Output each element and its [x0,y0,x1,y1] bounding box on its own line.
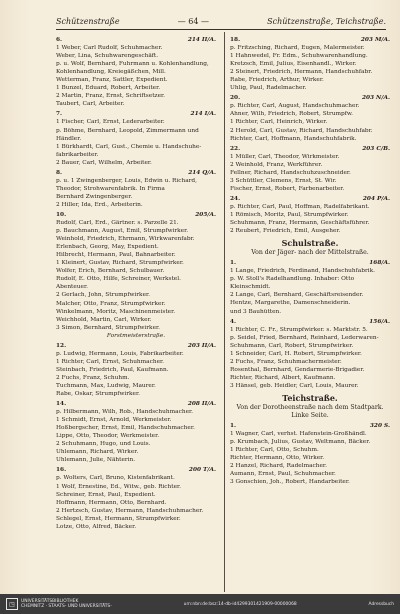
resident-line: und 3 Bauhütten. [230,308,282,315]
house-number-row [230,259,390,267]
street-subtitle: Von der Jäger- nach der Mittelstraße. [251,249,369,257]
resident-line: 2 Schuhmann, Hugo, und Louis. [56,441,151,448]
resident-line: Wetterman, Franz, Sattler, Expedient. [56,77,168,84]
resident-line: 2 Weinhold, Franz, Werkführer. [230,161,323,168]
resident-line: Kleinschmidt. [230,284,271,291]
resident-line: Rosenthal, Bernhard, Gendarmerie-Brigadier. [230,366,365,373]
resident-line: p. Richter, Carl, Paul, Hoffman, Radelfabrikant. [230,203,370,210]
resident-line: 1 Richter, Carl, Ernst, Schuhmacher. [56,358,164,365]
parcel-number: 214 Q/A. [188,169,216,176]
resident-line: 3 Schüttler, Clemens, Ernst, St. Wir. [230,177,337,184]
house-number: 22. [230,145,241,152]
street-subtitle: Linke Seite. [291,412,329,420]
resident-line: 1 Lange, Friedrich, Ferdinand, Handschuhfabrik. [230,268,375,275]
header-right: Schützenstraße, Teichstraße. [267,16,386,26]
resident-line: Schuhmann, Franz, Hermann, Geschäftsführer. [230,220,370,227]
house-number-row [56,110,216,118]
resident-line: 2 Fuchs, Franz, Schuhmachermeister. [230,358,342,365]
parcel-number: 203 N/A. [361,95,390,102]
parcel-number: 203 M/A. [360,37,390,43]
resident-line: Uhlig, Paul, Radelmacher. [230,85,307,92]
header-rule [56,29,386,30]
resident-line: p. Richter, Carl, August, Handschuhmacher. [230,103,360,110]
resident-line: Theodor, Strohwarenfabrik. In Firma [56,185,165,192]
resident-line: Schuhmann, Carl, Robert, Strumpfwirker. [230,342,354,349]
parcel-number: 320 S. [369,423,390,430]
house-number: 7. [56,111,63,118]
resident-line: Fellner, Richard, Handschuhzuschneider. [230,169,351,176]
house-number-row [56,36,216,44]
parcel-number: 156/A. [369,318,390,325]
resident-line: 2 Hanzel, Richard, Radelmacher. [230,463,327,470]
resident-line: 1 Richter, C. Fr., Strumpfwirker. s. Marktstr. 5. [230,326,368,333]
resident-line: p. Bauchmann, August, Emil, Strumpfwirker. [56,228,189,235]
resident-line: 2 Gerlach, John, Strumpfwirker. [56,292,150,299]
page-number: — 64 — [177,16,209,26]
resident-line: Rudolf, E. Otto, Hilfe, Schreiner, Werkstel. [56,276,181,283]
resident-line: 3 Hänsel, geb. Heidler, Carl, Louis, Maurer. [230,382,359,389]
resident-line: 1 Schneider, Carl, H. Robert, Strumpfwirker. [230,350,362,357]
resident-line: Bernhard Zwingenberger. [56,193,133,200]
resident-line: 1 Hahnwedel, Fr. Edm., Schuhwarenhandlung. [230,53,368,60]
resident-line: p. Böhme, Bernhard, Leopold, Zimmermann und [56,127,199,134]
resident-line: Weinhold, Friedrich, Ehrmann, Wirkwarenfabr. [56,236,195,243]
parcel-number: 205/A. [195,211,216,218]
house-number-row [230,318,390,326]
house-number-row [56,466,216,474]
footer-right: Adressbuch [368,601,394,607]
parcel-number: 204 P/A. [362,195,390,202]
resident-line: 1 Wagner, Carl, verhst. Hafenstein-Großhändl. [230,431,367,438]
house-number: 16. [56,467,67,474]
running-header [56,14,386,28]
house-number-row [230,422,390,430]
resident-line: Weichhold, Martin, Carl, Wirker. [56,316,152,323]
house-number-row [56,342,216,350]
resident-line: Lippe, Otto, Theodor, Werkmeister. [56,433,160,440]
resident-line: 1 Weber, Carl Rudolf, Schuhmacher. [56,45,163,52]
resident-line: Lotze, Otto, Alfred, Bäcker. [56,523,137,530]
resident-line: Hilbrecht, Hermann, Paul, Bahnarbeiter. [56,252,176,259]
parcel-number: 203 II/A. [187,342,216,349]
resident-line: 3 Simon, Bernhard, Strumpfwirker. [56,324,160,331]
parcel-number: 168/A. [369,260,390,267]
footer-urn: urn:nbn:de:bsz:14-db-id4299301421909-00000068 [183,601,297,607]
resident-line: Malcher, Otto, Franz, Strumpfwirker. [56,300,166,307]
resident-line: Händler. [56,135,82,142]
resident-line: 1 Müller, Carl, Theodor, Wirkmeister. [230,153,340,160]
resident-line: 3 Gonschien, Joh., Robert, Handarbeiter. [230,479,350,486]
resident-line: 2 Reubert, Friedrich, Emil, Ausgeher. [230,228,341,235]
house-number: 14. [56,401,67,408]
resident-line: Rabe, Oskar, Strumpfwirker. [56,391,140,398]
resident-line: 2 Lange, Carl, Bernhard, Geschäftsreisender. [230,292,364,299]
resident-line: 1 Richter, Carl, Heinrich, Wirker. [230,119,328,126]
parcel-number: 208 II/A. [187,401,216,408]
street-title: Teichstraße. [282,392,338,403]
footer-left-top: UNIVERSITÄTSBIBLIOTHEK [21,599,79,604]
resident-line: Uhlemann, Richard, Wirker. [56,449,139,456]
house-number-row [230,94,390,102]
house-number-row [56,211,216,219]
resident-line: Richter, Hermann, Otto, Wirker. [230,455,325,462]
resident-line: 2 Hertzsch, Gustav, Hermann, Handschuhmacher. [56,507,204,514]
resident-line: Fischer, Ernst, Robert, Farbenarbeiter. [230,185,345,192]
library-footer [0,594,400,614]
resident-line: Hentze, Margarethe, Damenschneiderin. [230,300,351,307]
resident-line: Hoßbergscher, Ernst, Emil, Handschuhmacher. [56,425,195,432]
house-number-row [230,195,390,203]
resident-line: Winkelmann, Moritz, Maschinenmeister. [56,308,176,315]
resident-line: p. u. 1 Zwingenberger, Louis, Edwin u. Richard, [56,177,197,184]
resident-line: 1 Wolf, Ernestine, Ed., Witw., geb. Richter. [56,483,182,490]
house-number: 1. [230,260,237,267]
resident-line: p. Krumbach, Julius, Gustav, Weltmann, Bäcker. [230,439,371,446]
resident-line: Uhlemann, Julie, Nähterin. [56,457,136,464]
resident-line: p. Fritzsching, Richard, Eugen, Malermeister. [230,45,365,52]
house-number: 20. [230,95,241,102]
resident-line: Richter, Richard, Albert, Kaufmann. [230,374,336,381]
resident-line: Steinbach, Friedrich, Paul, Kaufmann. [56,366,169,373]
house-number-row [230,36,390,44]
house-number-row [56,169,216,177]
resident-line: 1 Bürkhardt, Carl, Gust., Chemie u. Handschuhe- [56,143,202,150]
resident-line: 2 Martin, Franz, Ernst, Schriftsetzer. [56,93,165,100]
resident-line: Rabe, Friedrich, Arthur, Wirker. [230,77,324,84]
resident-line: Taubert, Carl, Arbeiter. [56,101,125,108]
resident-line: Ahner, Wilh, Friedrich, Robert, Strumpfw. [230,111,354,118]
house-number: 10. [56,211,67,218]
resident-line: p. W. Stoll's Radelhandlung. Inhaber: Otto [230,276,355,283]
resident-line: Kohlenhandlung, Kreiegäßchen, Mill. [56,69,166,76]
resident-line: Wolfer, Erich, Bernhard, Schulbauer. [56,268,165,275]
parcel-number: 214 I/A. [190,111,216,118]
resident-line: 2 Bauer, Carl, Wilhelm, Arbeiter. [56,159,152,166]
footer-left-bottom: CHEMNITZ · STAATS- UND UNIVERSITÄTS- [21,604,112,609]
house-number: 1. [230,423,237,430]
house-number: 24. [230,195,241,202]
street-subtitle: Von der Dorotheenstraße nach dem Stadtpark. [236,404,384,412]
house-number: 6. [56,37,63,43]
resident-line: 1 Richter, Carl, Otto, Schuhm. [230,447,319,454]
right-column [230,34,390,589]
resident-line: 2 Steinert, Friedrich, Hermann, Handschuhfabr. [230,69,373,76]
parcel-number: 200 T/A. [188,467,216,474]
house-number: 4. [230,318,237,325]
resident-line: Weber, Lina, Schuhwarengeschäft. [56,53,159,60]
resident-line: 2 Fuchs, Franz, Schuhm. [56,374,130,381]
resident-line: p. Hilbermann, Wilh, Rob., Handschuhmacher. [56,409,193,416]
house-number: 8. [56,169,63,176]
header-left: Schützenstraße [56,16,120,26]
resident-line: fabrikarbeiter. [56,151,99,158]
parcel-number: 214 II/A. [187,37,216,43]
parcel-number: 203 C/B. [362,145,390,152]
resident-line: Richter, Carl, Hoffmann, Handschuhfabrik. [230,135,357,142]
resident-line: 2 Hiller, Ida, Erd., Arbeiterin. [56,201,143,208]
resident-line: p. u. Wolf, Bernhard, Fuhrmann u. Kohlenhandlung, [56,61,209,68]
resident-line: Tuchmann, Max, Ludwig, Maurer. [56,382,156,389]
resident-line: Abenteuer. [56,284,88,291]
column-divider [224,32,225,592]
resident-line: Aumann, Ernst, Paul, Schuhmacher. [230,471,336,478]
resident-line: Hoffmann, Hermann, Otto, Bernhard. [56,499,167,506]
house-number: 18. [230,37,241,43]
house-number: 12. [56,342,67,349]
resident-line: Schreiner, Ernst, Paul, Expedient. [56,491,156,498]
resident-line: 1 Bunzel, Eduard, Robert, Arbeiter. [56,85,161,92]
house-number-row [230,145,390,153]
resident-line: 1 Fischer, Carl, Ernst, Lederarbeiter. [56,119,165,126]
resident-line: p. Ludwig, Hermann, Louis, Fabrikarbeiter. [56,350,184,357]
resident-line: Kretzsch, Emil, Julius, Eisenhandl., Wirker. [230,61,357,68]
resident-line: 2 Herold, Carl, Gustav, Richard, Handschuhfabr. [230,127,373,134]
house-number-row [56,400,216,408]
resident-line: Schlegel, Ernst, Hermann, Strumpfwirker. [56,515,181,522]
resident-line: p. Seidel, Fried, Bernhard, Reinhard, Lederwaren- [230,334,379,341]
resident-line: Erlenbach, Georg, May, Expedient. [56,244,159,251]
left-column [56,34,216,589]
library-logo-icon: ◳ [6,598,18,610]
resident-line: 1 Schmidt, Ernst, Arnold, Werkmeister. [56,417,172,424]
resident-line: 1 Römisch, Moritz, Paul, Strumpfwirker. [230,211,349,218]
resident-line: p. Wolters, Carl, Bruno, Kistenfabrikant. [56,475,175,482]
cross-street: Forstmeisterstraße. [106,332,166,339]
library-logo [6,598,112,610]
resident-line: Rudolf, Carl, Erd., Gärtner. s. Parzelle 21. [56,220,179,227]
resident-line: 1 Kleinert, Gustav, Richard, Strumpfwirker. [56,260,184,267]
street-title: Schulstraße. [281,238,339,249]
